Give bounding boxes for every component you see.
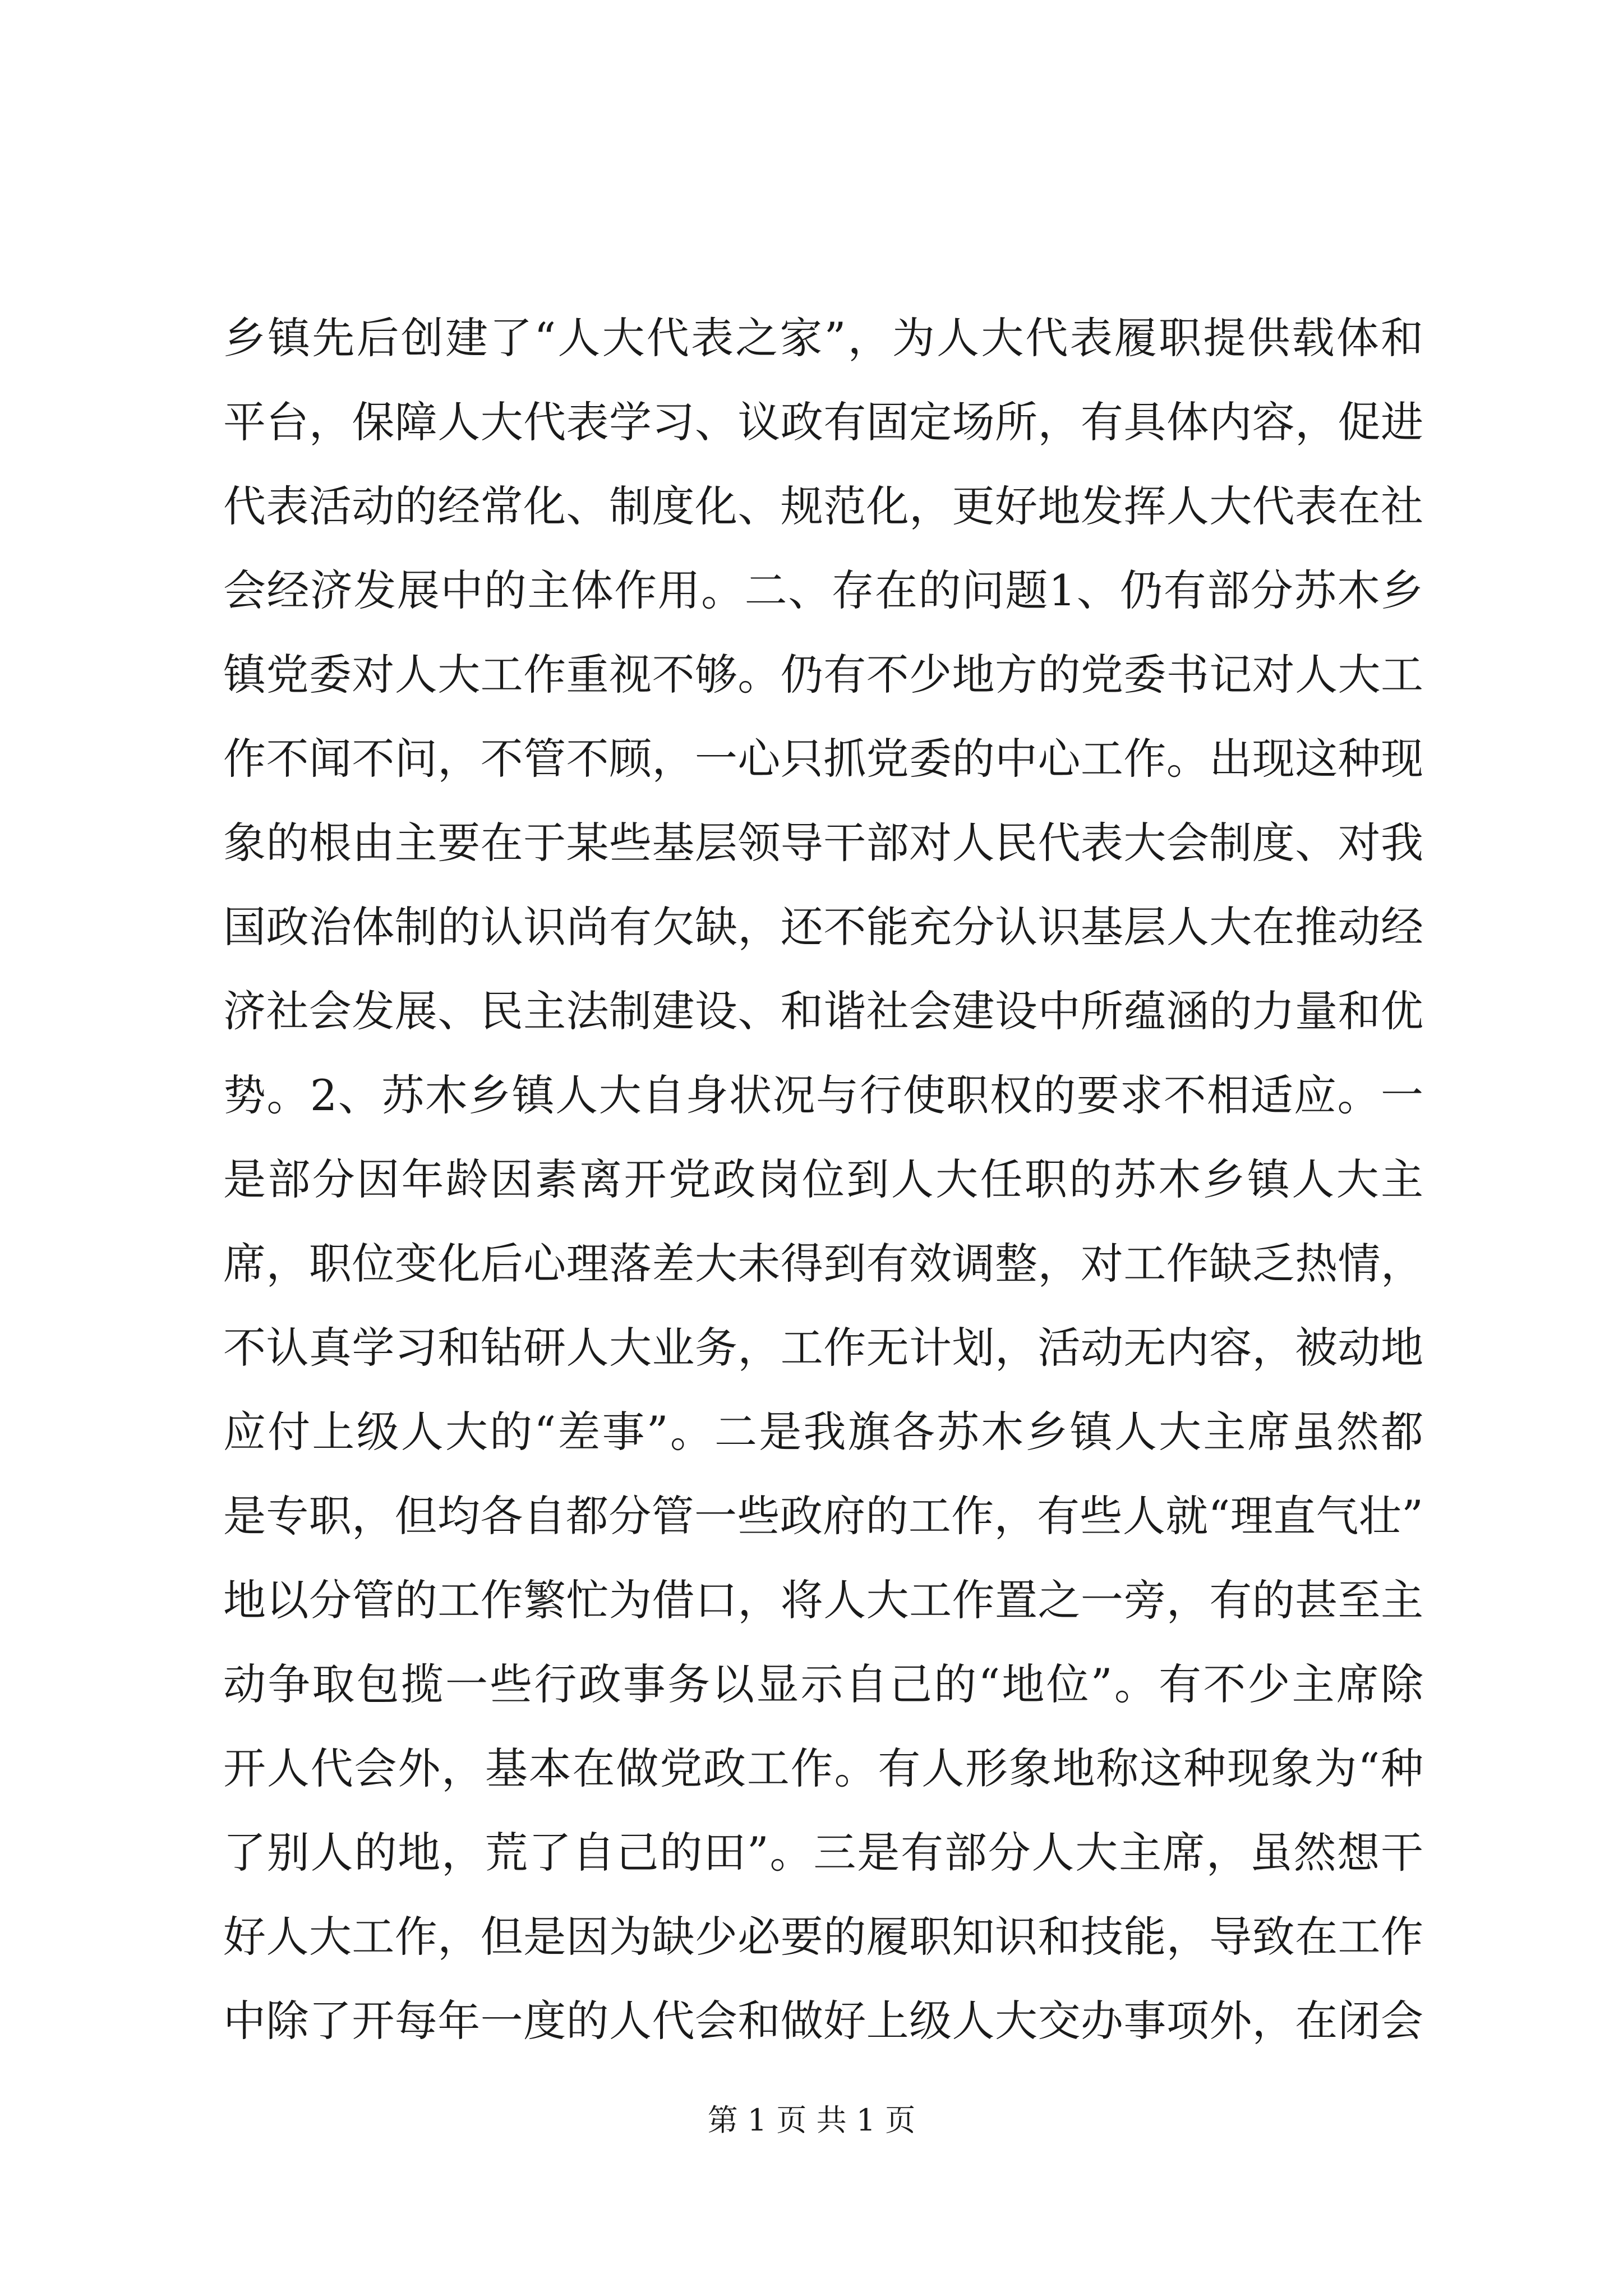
text-line: 国政治体制的认识尚有欠缺，还不能充分认识基层人大在推动经 [223, 902, 1423, 952]
page-number-label: 第 1 页 共 1 页 [707, 2102, 916, 2138]
text-line: 代表活动的经常化、制度化、规范化，更好地发挥人大代表在社 [223, 481, 1423, 531]
text-line: 乡镇先后创建了“人大代表之家”，为人大代表履职提供载体和 [223, 313, 1423, 363]
text-line: 开人代会外，基本在做党政工作。有人形象地称这种现象为“种 [223, 1743, 1423, 1793]
text-line: 象的根由主要在于某些基层领导干部对人民代表大会制度、对我 [223, 818, 1423, 868]
text-line: 是部分因年龄因素离开党政岗位到人大任职的苏木乡镇人大主 [223, 1154, 1423, 1204]
text-line: 是专职，但均各自都分管一些政府的工作，有些人就“理直气壮” [223, 1491, 1423, 1541]
text-line: 好人大工作，但是因为缺少必要的履职知识和技能，导致在工作 [223, 1912, 1423, 1962]
text-line: 应付上级人大的“差事”。二是我旗各苏木乡镇人大主席虽然都 [223, 1407, 1423, 1457]
text-line: 席，职位变化后心理落差大未得到有效调整，对工作缺乏热情， [223, 1239, 1423, 1289]
text-line: 济社会发展、民主法制建设、和谐社会建设中所蕴涵的力量和优 [223, 986, 1423, 1036]
text-line: 动争取包揽一些行政事务以显示自己的“地位”。有不少主席除 [223, 1659, 1423, 1709]
text-line: 了别人的地，荒了自己的田”。三是有部分人大主席，虽然想干 [223, 1828, 1423, 1878]
text-line: 地以分管的工作繁忙为借口，将人大工作置之一旁，有的甚至主 [223, 1575, 1423, 1625]
page-footer [0, 2101, 1623, 2140]
text-line: 作不闻不问，不管不顾，一心只抓党委的中心工作。出现这种现 [223, 734, 1423, 784]
text-line: 势。2、苏木乡镇人大自身状况与行使职权的要求不相适应。一 [223, 1070, 1423, 1120]
body-text [223, 296, 1423, 2063]
text-line: 不认真学习和钻研人大业务，工作无计划，活动无内容，被动地 [223, 1323, 1423, 1373]
text-line: 镇党委对人大工作重视不够。仍有不少地方的党委书记对人大工 [223, 650, 1423, 700]
text-line: 会经济发展中的主体作用。二、存在的问题1、仍有部分苏木乡 [223, 565, 1423, 615]
text-line: 中除了开每年一度的人代会和做好上级人大交办事项外，在闭会 [223, 1996, 1423, 2046]
text-line: 平台，保障人大代表学习、议政有固定场所，有具体内容，促进 [223, 397, 1423, 447]
